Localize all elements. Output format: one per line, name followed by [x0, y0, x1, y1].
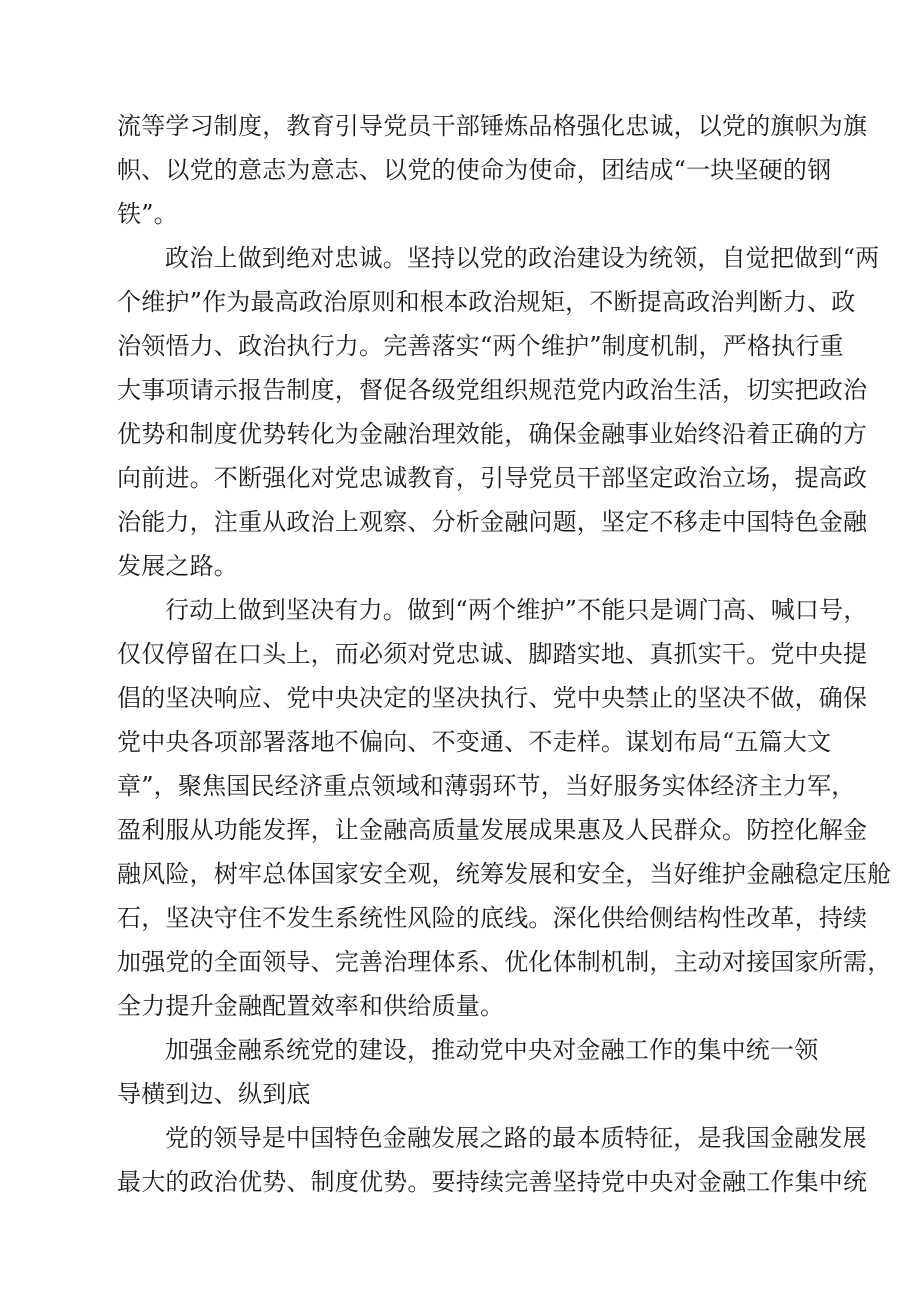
text-line: 帜、以党的意志为意志、以党的使命为使命，团结成“一块坚硬的钢 — [117, 156, 832, 184]
text-line: 向前进。不断强化对党忠诚教育，引导党员干部坚定政治立场，提高政 — [117, 464, 868, 492]
text-line: 全力提升金融配置效率和供给质量。 — [117, 992, 505, 1020]
section-heading-line: 加强金融系统党的建设，推动党中央对金融工作的集中统一领 — [165, 1036, 819, 1064]
text-line: 治能力，注重从政治上观察、分析金融问题，坚定不移走中国特色金融 — [117, 508, 868, 536]
text-line: 个维护”作为最高政治原则和根本政治规矩，不断提高政治判断力、政 — [117, 288, 856, 316]
paragraph-heading-line: 政治上做到绝对忠诚。坚持以党的政治建设为统领，自觉把做到“两 — [165, 244, 880, 272]
text-line: 仅仅停留在口头上，而必须对党忠诚、脚踏实地、真抓实干。党中央提 — [117, 640, 868, 668]
text-line: 发展之路。 — [117, 552, 238, 580]
text-line: 章”，聚焦国民经济重点领域和薄弱环节，当好服务实体经济主力军， — [117, 772, 856, 800]
text-line: 优势和制度优势转化为金融治理效能，确保金融事业始终沿着正确的方 — [117, 420, 868, 448]
text-line: 党中央各项部署落地不偏向、不变通、不走样。谋划布局“五篇大文 — [117, 728, 832, 756]
paragraph-start-line: 党的领导是中国特色金融发展之路的最本质特征，是我国金融发展 — [165, 1124, 867, 1152]
text-line: 流等学习制度，教育引导党员干部锤炼品格强化忠诚，以党的旗帜为旗 — [117, 112, 868, 140]
text-line: 倡的坚决响应、党中央决定的坚决执行、党中央禁止的坚决不做，确保 — [117, 684, 868, 712]
text-line: 盈利服从功能发挥，让金融高质量发展成果惠及人民群众。防控化解金 — [117, 816, 868, 844]
section-heading-line: 导横到边、纵到底 — [117, 1080, 311, 1108]
text-line: 融风险，树牢总体国家安全观，统筹发展和安全，当好维护金融稳定压舱 — [117, 860, 892, 888]
text-line: 治领悟力、政治执行力。完善落实“两个维护”制度机制，严格执行重 — [117, 332, 844, 360]
paragraph-heading-line: 行动上做到坚决有力。做到“两个维护”不能只是调门高、喊口号， — [165, 596, 868, 624]
text-line: 加强党的全面领导、完善治理体系、优化体制机制，主动对接国家所需， — [117, 948, 892, 976]
text-line: 最大的政治优势、制度优势。要持续完善坚持党中央对金融工作集中统 — [117, 1168, 868, 1196]
text-line: 铁”。 — [117, 200, 178, 228]
text-line: 大事项请示报告制度，督促各级党组织规范党内政治生活，切实把政治 — [117, 376, 868, 404]
text-line: 石，坚决守住不发生系统性风险的底线。深化供给侧结构性改革，持续 — [117, 904, 868, 932]
